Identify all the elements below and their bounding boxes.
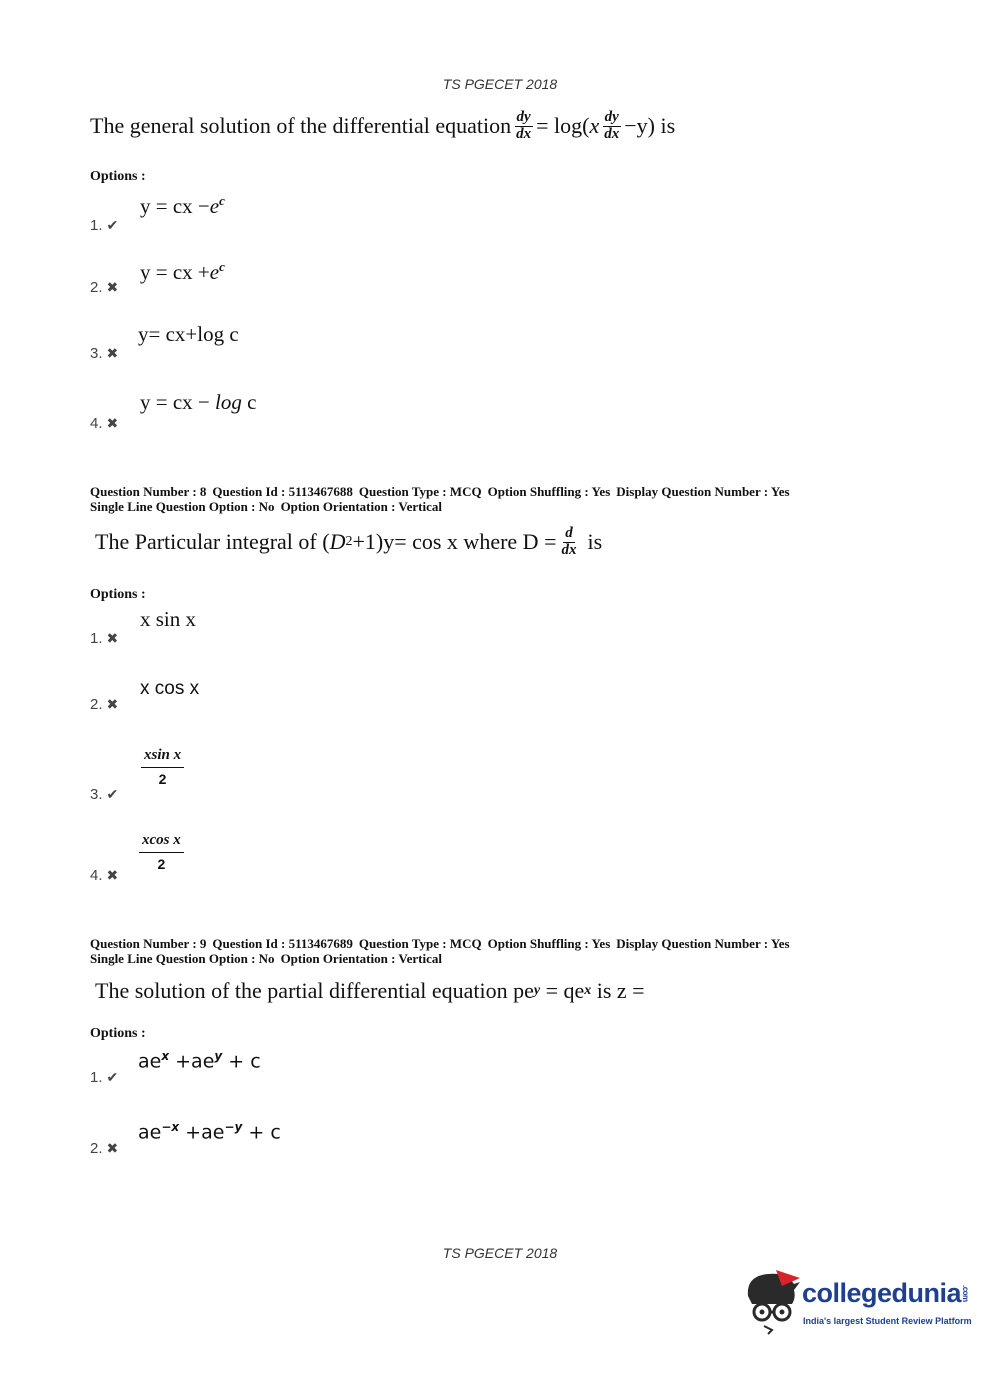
- meta-single-line: Single Line Question Option : No: [90, 951, 275, 966]
- meta-orientation: Option Orientation : Vertical: [280, 499, 442, 514]
- option-frac-den: 2: [157, 855, 166, 872]
- q7-option-1-text: [140, 193, 225, 219]
- logo-suffix: .com: [961, 1285, 971, 1302]
- q7-options-label: Options :: [90, 169, 146, 184]
- q8-option-2-marker: [90, 696, 118, 714]
- option-expr: y = cx +: [140, 260, 210, 284]
- q8-option-3-fraction: [141, 748, 184, 786]
- q7-option-3-text: y= cx+log c: [138, 322, 239, 346]
- q8-tail: is: [587, 529, 603, 555]
- q8-meta-line-2: [90, 499, 796, 514]
- meta-orientation: Option Orientation : Vertical: [280, 951, 442, 966]
- q7-fraction-dydx-1: [514, 110, 533, 143]
- option-term: + c: [242, 1121, 281, 1144]
- option-number: 4.: [90, 415, 103, 432]
- q8-text-before: The Particular integral of (: [95, 529, 330, 555]
- q9-meta-line-1: [90, 936, 796, 951]
- q7-frac1-den: dx: [516, 125, 532, 142]
- q7-option-4-text: [140, 390, 256, 415]
- q9-metadata: [90, 936, 796, 966]
- q9-option-1-marker: [90, 1069, 118, 1087]
- option-number: 1.: [90, 217, 103, 234]
- q9-tail: is z =: [591, 978, 645, 1003]
- wrong-cross-icon: ✖: [106, 1142, 119, 1157]
- option-sup: −y: [224, 1120, 243, 1134]
- q8-option-1-marker: [90, 630, 118, 648]
- correct-check-icon: ✔: [106, 219, 119, 234]
- option-sup: x: [161, 1049, 170, 1063]
- q7-option-3-marker: [90, 345, 118, 363]
- option-number: 3.: [90, 345, 103, 362]
- meta-question-id: Question Id : 5113467689: [212, 936, 353, 951]
- q7-frac2-num: dy: [604, 109, 619, 125]
- q8-options-label: Options :: [90, 587, 146, 602]
- mascot-icon: [742, 1268, 804, 1336]
- q8-frac-den: dx: [561, 541, 577, 558]
- q8-mid: +1)y= cos x where D =: [352, 529, 557, 555]
- q7-tail: −y) is: [624, 113, 676, 139]
- q8-meta-line-1: [90, 484, 796, 499]
- q8-option-1-text: x sin x: [140, 607, 197, 631]
- wrong-cross-icon: ✖: [106, 698, 119, 713]
- q8-sup: 2: [345, 534, 353, 550]
- meta-option-shuffling: Option Shuffling : Yes: [487, 484, 611, 499]
- option-number: 3.: [90, 786, 103, 803]
- option-number: 2.: [90, 696, 103, 713]
- q7-option-1-marker: [90, 217, 118, 235]
- option-term: + c: [222, 1050, 261, 1073]
- option-term: ae: [138, 1050, 162, 1073]
- q9-meta-line-2: [90, 951, 796, 966]
- q7-eq: = log(: [536, 113, 590, 139]
- question-8-text: [95, 526, 602, 559]
- page-header: TS PGECET 2018: [442, 76, 558, 92]
- option-expr-e: e: [209, 260, 220, 284]
- option-number: 4.: [90, 867, 103, 884]
- meta-question-type: Question Type : MCQ: [358, 936, 482, 951]
- q7-frac2-den: dx: [604, 125, 620, 142]
- q8-option-4-marker: [90, 867, 118, 885]
- q9-text-p: The solution of the partial differential equation pe: [95, 978, 534, 1003]
- wrong-cross-icon: ✖: [106, 869, 119, 884]
- logo-wordmark: [802, 1278, 970, 1309]
- meta-display-number: Display Question Number : Yes: [616, 484, 790, 499]
- wrong-cross-icon: ✖: [106, 417, 119, 432]
- option-expr: y = cx −: [140, 194, 210, 218]
- q9-sup-y: y: [533, 983, 541, 998]
- correct-check-icon: ✔: [106, 788, 119, 803]
- meta-question-type: Question Type : MCQ: [358, 484, 482, 499]
- meta-option-shuffling: Option Shuffling : Yes: [487, 936, 611, 951]
- meta-single-line: Single Line Question Option : No: [90, 499, 275, 514]
- q8-option-2-text: x cos x: [140, 678, 200, 699]
- q9-option-2-text: [138, 1120, 281, 1143]
- wrong-cross-icon: ✖: [106, 347, 119, 362]
- q9-sup-x: x: [584, 983, 592, 998]
- option-frac-num: xsin x: [141, 748, 184, 768]
- option-number: 2.: [90, 1140, 103, 1157]
- logo-tagline: India's largest Student Review Platform: [803, 1316, 972, 1326]
- q9-options-label: Options :: [90, 1026, 146, 1041]
- q7-text-before: The general solution of the differential equation: [90, 113, 512, 139]
- option-sup: −x: [161, 1120, 180, 1134]
- option-expr-log: log: [215, 390, 242, 414]
- page-footer: TS PGECET 2018: [442, 1245, 558, 1261]
- option-frac-den: 2: [158, 770, 167, 787]
- q8-frac-num: d: [565, 525, 573, 541]
- wrong-cross-icon: ✖: [106, 632, 119, 647]
- question-7-text: [90, 110, 675, 143]
- option-expr: y = cx −: [140, 390, 210, 414]
- option-number: 2.: [90, 279, 103, 296]
- q8-D: D: [329, 529, 346, 555]
- meta-question-number: Question Number : 8: [90, 484, 207, 499]
- meta-question-number: Question Number : 9: [90, 936, 207, 951]
- logo-name: collegedunia: [802, 1278, 962, 1308]
- meta-question-id: Question Id : 5113467688: [212, 484, 353, 499]
- option-number: 1.: [90, 630, 103, 647]
- q7-option-4-marker: [90, 415, 118, 433]
- option-term: +ae: [169, 1050, 215, 1073]
- correct-check-icon: ✔: [106, 1071, 119, 1086]
- option-expr-sup: c: [219, 259, 225, 274]
- option-frac-num: xcos x: [139, 833, 184, 853]
- collegedunia-logo: [742, 1268, 972, 1340]
- q8-option-4-fraction: [139, 833, 184, 871]
- option-expr-rest: c: [241, 390, 257, 414]
- wrong-cross-icon: ✖: [106, 281, 119, 296]
- q7-option-2-marker: [90, 279, 118, 297]
- option-number: 1.: [90, 1069, 103, 1086]
- q9-option-1-text: [138, 1049, 261, 1072]
- q9-option-2-marker: [90, 1140, 118, 1158]
- question-9-text: [95, 978, 645, 1004]
- q9-text-q: = qe: [540, 978, 585, 1003]
- option-term: ae: [138, 1121, 162, 1144]
- option-sup: y: [214, 1049, 223, 1063]
- option-expr-sup: c: [219, 193, 225, 208]
- meta-display-number: Display Question Number : Yes: [616, 936, 790, 951]
- q8-option-3-marker: [90, 786, 118, 804]
- q7-frac1-num: dy: [516, 109, 531, 125]
- q8-fraction-ddx: [559, 526, 578, 559]
- q7-x: x: [589, 113, 600, 139]
- q8-metadata: [90, 484, 796, 514]
- q7-option-2-text: [140, 259, 225, 285]
- option-term: +ae: [179, 1121, 225, 1144]
- option-expr-e: e: [209, 194, 220, 218]
- q7-fraction-dydx-2: [602, 110, 621, 143]
